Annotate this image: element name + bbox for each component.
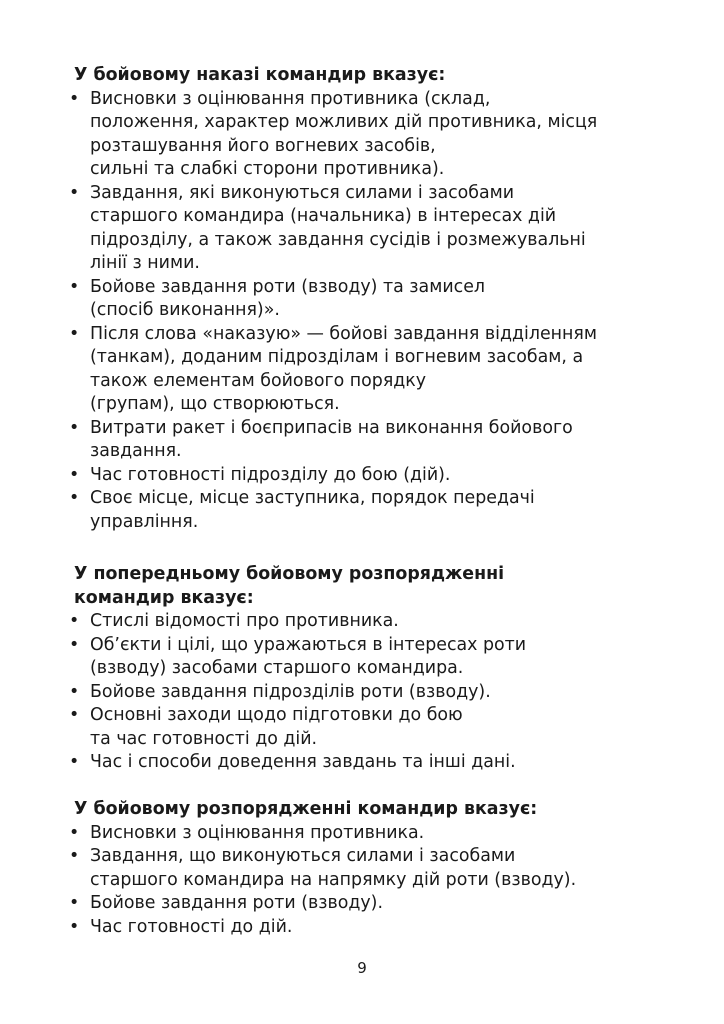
list-item: [68, 88, 648, 182]
section-preliminary-order: [68, 563, 648, 775]
list-item: [68, 464, 648, 488]
list-item: [68, 822, 648, 846]
list-item: [68, 634, 648, 681]
bullet-icon: •: [69, 893, 80, 913]
item-text-line: Завдання, які виконуються силами і засобами: [90, 182, 515, 203]
bullet-icon: •: [69, 846, 80, 866]
item-text-line: лінії з ними.: [90, 253, 200, 273]
bullet-list: [68, 610, 648, 775]
item-text-line: Висновки з оцінювання противника.: [90, 822, 425, 843]
bullet-icon: •: [69, 705, 80, 725]
heading-text: командир вказує:: [74, 587, 254, 608]
item-text-line: розташування його вогневих засобів,: [90, 135, 436, 156]
bullet-icon: •: [69, 611, 80, 631]
item-text-line: (танкам), доданим підрозділам і вогневим засобам, а: [90, 347, 584, 367]
list-item: [68, 323, 648, 417]
page-number: 9: [357, 959, 367, 977]
section-heading: [74, 798, 648, 822]
bullet-icon: •: [69, 417, 80, 438]
bullet-icon: •: [69, 88, 80, 109]
bullet-icon: •: [69, 323, 80, 344]
item-text-line: також елементам бойового порядку: [90, 370, 427, 391]
list-item: [68, 704, 648, 751]
bullet-list: [68, 822, 648, 940]
bullet-icon: •: [69, 182, 80, 203]
bullet-icon: •: [69, 488, 80, 508]
item-text-line: старшого командира (начальника) в інтересах дій: [90, 206, 557, 226]
item-text-line: положення, характер можливих дій противника, місця: [90, 112, 598, 132]
item-text-line: (групам), що створюються.: [90, 394, 340, 414]
section-combat-order: [68, 64, 648, 534]
list-item: [68, 916, 648, 940]
heading-text: У попередньому бойовому розпорядженні: [74, 564, 505, 584]
item-text-line: Об’єкти і цілі, що уражаються в інтересах роти: [90, 634, 527, 655]
item-text-line: та час готовності до дій.: [90, 728, 318, 749]
list-item: [68, 276, 648, 323]
list-item: [68, 487, 648, 534]
bullet-icon: •: [69, 464, 80, 485]
list-item: [68, 892, 648, 916]
item-text-line: Витрати ракет і боєприпасів на виконання бойового: [90, 417, 573, 438]
list-item: [68, 610, 648, 634]
section-combat-directive: [68, 798, 648, 939]
item-text-line: Стислі відомості про противника.: [90, 611, 399, 631]
list-item: [68, 681, 648, 705]
item-text-line: Після слова «наказую» — бойові завдання відділенням: [90, 323, 597, 344]
item-text-line: (взводу) засобами старшого командира.: [90, 658, 464, 678]
bullet-icon: •: [69, 822, 80, 843]
item-text-line: (спосіб виконання)».: [90, 300, 280, 320]
list-item: [68, 417, 648, 464]
bullet-icon: •: [69, 634, 80, 655]
item-text-line: Своє місце, місце заступника, порядок передачі: [90, 488, 535, 508]
bullet-icon: •: [69, 752, 80, 772]
section-heading: [74, 64, 648, 88]
item-text-line: Час готовності підрозділу до бою (дій).: [90, 464, 451, 485]
item-text-line: Бойове завдання роти (взводу) та замисел: [90, 276, 486, 297]
item-text-line: управління.: [90, 511, 199, 532]
bullet-icon: •: [69, 916, 80, 937]
item-text-line: Основні заходи щодо підготовки до бою: [90, 705, 463, 725]
section-heading: [74, 563, 648, 610]
heading-text: У бойовому розпорядженні командир вказує:: [74, 799, 538, 819]
list-item: [68, 182, 648, 276]
item-text-line: Час готовності до дій.: [90, 916, 293, 937]
list-item: [68, 845, 648, 892]
item-text-line: Бойове завдання підрозділів роти (взводу).: [90, 681, 491, 702]
bullet-list: [68, 88, 648, 535]
item-text-line: сильні та слабкі сторони противника).: [90, 159, 445, 179]
list-item: [68, 751, 648, 775]
bullet-icon: •: [69, 681, 80, 702]
item-text-line: старшого командира на напрямку дій роти (взводу).: [90, 869, 577, 890]
bullet-icon: •: [69, 276, 80, 297]
item-text-line: завдання.: [90, 441, 182, 461]
item-text-line: Бойове завдання роти (взводу).: [90, 893, 383, 913]
item-text-line: Завдання, що виконуються силами і засобами: [90, 846, 516, 866]
heading-text: У бойовому наказі командир вказує:: [74, 65, 446, 85]
item-text-line: Висновки з оцінювання противника (склад,: [90, 88, 491, 109]
item-text-line: Час і способи доведення завдань та інші дані.: [90, 752, 516, 772]
item-text-line: підрозділу, а також завдання сусідів і розмежувальні: [90, 229, 586, 250]
